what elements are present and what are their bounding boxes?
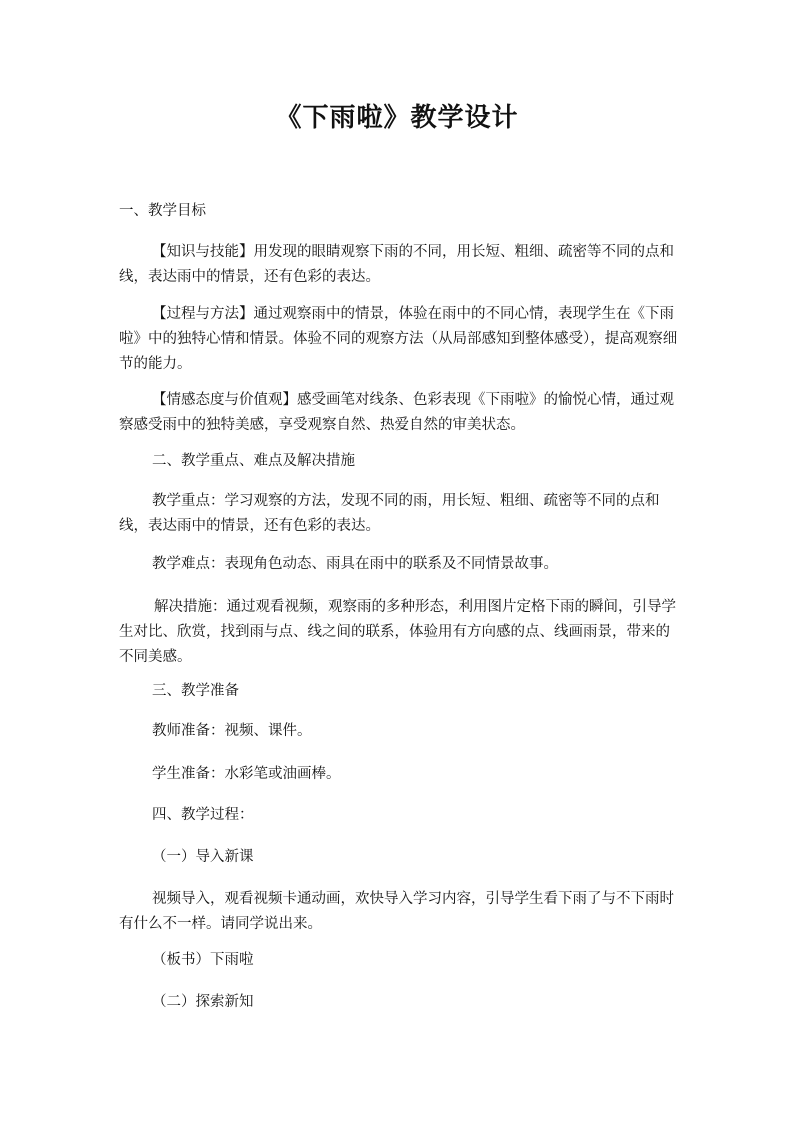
page-title: 《下雨啦》教学设计 (275, 103, 519, 133)
paragraph-student-prep: 学生准备：水彩笔或油画棒。 (152, 766, 341, 782)
section-heading-goals: 一、教学目标 (119, 203, 206, 219)
paragraph-process-methods: 【过程与方法】通过观察雨中的情景，体验在雨中的不同心情，表现学生在《下雨啦》中的独特心情和情景。体验不同的观察方法（从局部感知到整体感受），提高观察细节的能力。 (119, 306, 678, 372)
paragraph-solution: 解决措施：通过观看视频，观察雨的多种形态，利用图片定格下雨的瞬间，引导学生对比、欣赏，找到雨与点、线之间的联系，体验用有方向感的点、线画雨景，带来的不同美感。 (119, 599, 676, 665)
subheading-explore: （二）探索新知 (152, 994, 254, 1010)
paragraph-board-note: （板书）下雨啦 (152, 952, 254, 968)
paragraph-intro-text: 视频导入，观看视频卡通动画，欢快导入学习内容，引导学生看下雨了与不下雨时有什么不一样。请同学说出来。 (119, 891, 674, 932)
paragraph-teacher-prep: 教师准备：视频、课件。 (152, 723, 312, 739)
subheading-intro: （一）导入新课 (152, 849, 254, 865)
section-heading-preparation: 三、教学准备 (152, 683, 239, 699)
section-heading-process: 四、教学过程： (152, 807, 254, 823)
paragraph-emotion-values: 【情感态度与价值观】感受画笔对线条、色彩表现《下雨啦》的愉悦心情，通过观察感受雨中的独特美感，享受观察自然、热爱自然的审美状态。 (119, 392, 674, 433)
section-heading-keypoints: 二、教学重点、难点及解决措施 (152, 453, 355, 469)
paragraph-key-point: 教学重点：学习观察的方法，发现不同的雨，用长短、粗细、疏密等不同的点和线，表达雨中的情景，还有色彩的表达。 (119, 493, 660, 534)
paragraph-difficulty: 教学难点：表现角色动态、雨具在雨中的联系及不同情景故事。 (152, 556, 558, 572)
paragraph-knowledge-skills: 【知识与技能】用发现的眼睛观察下雨的不同，用长短、粗细、疏密等不同的点和线，表达雨中的情景，还有色彩的表达。 (119, 244, 674, 285)
